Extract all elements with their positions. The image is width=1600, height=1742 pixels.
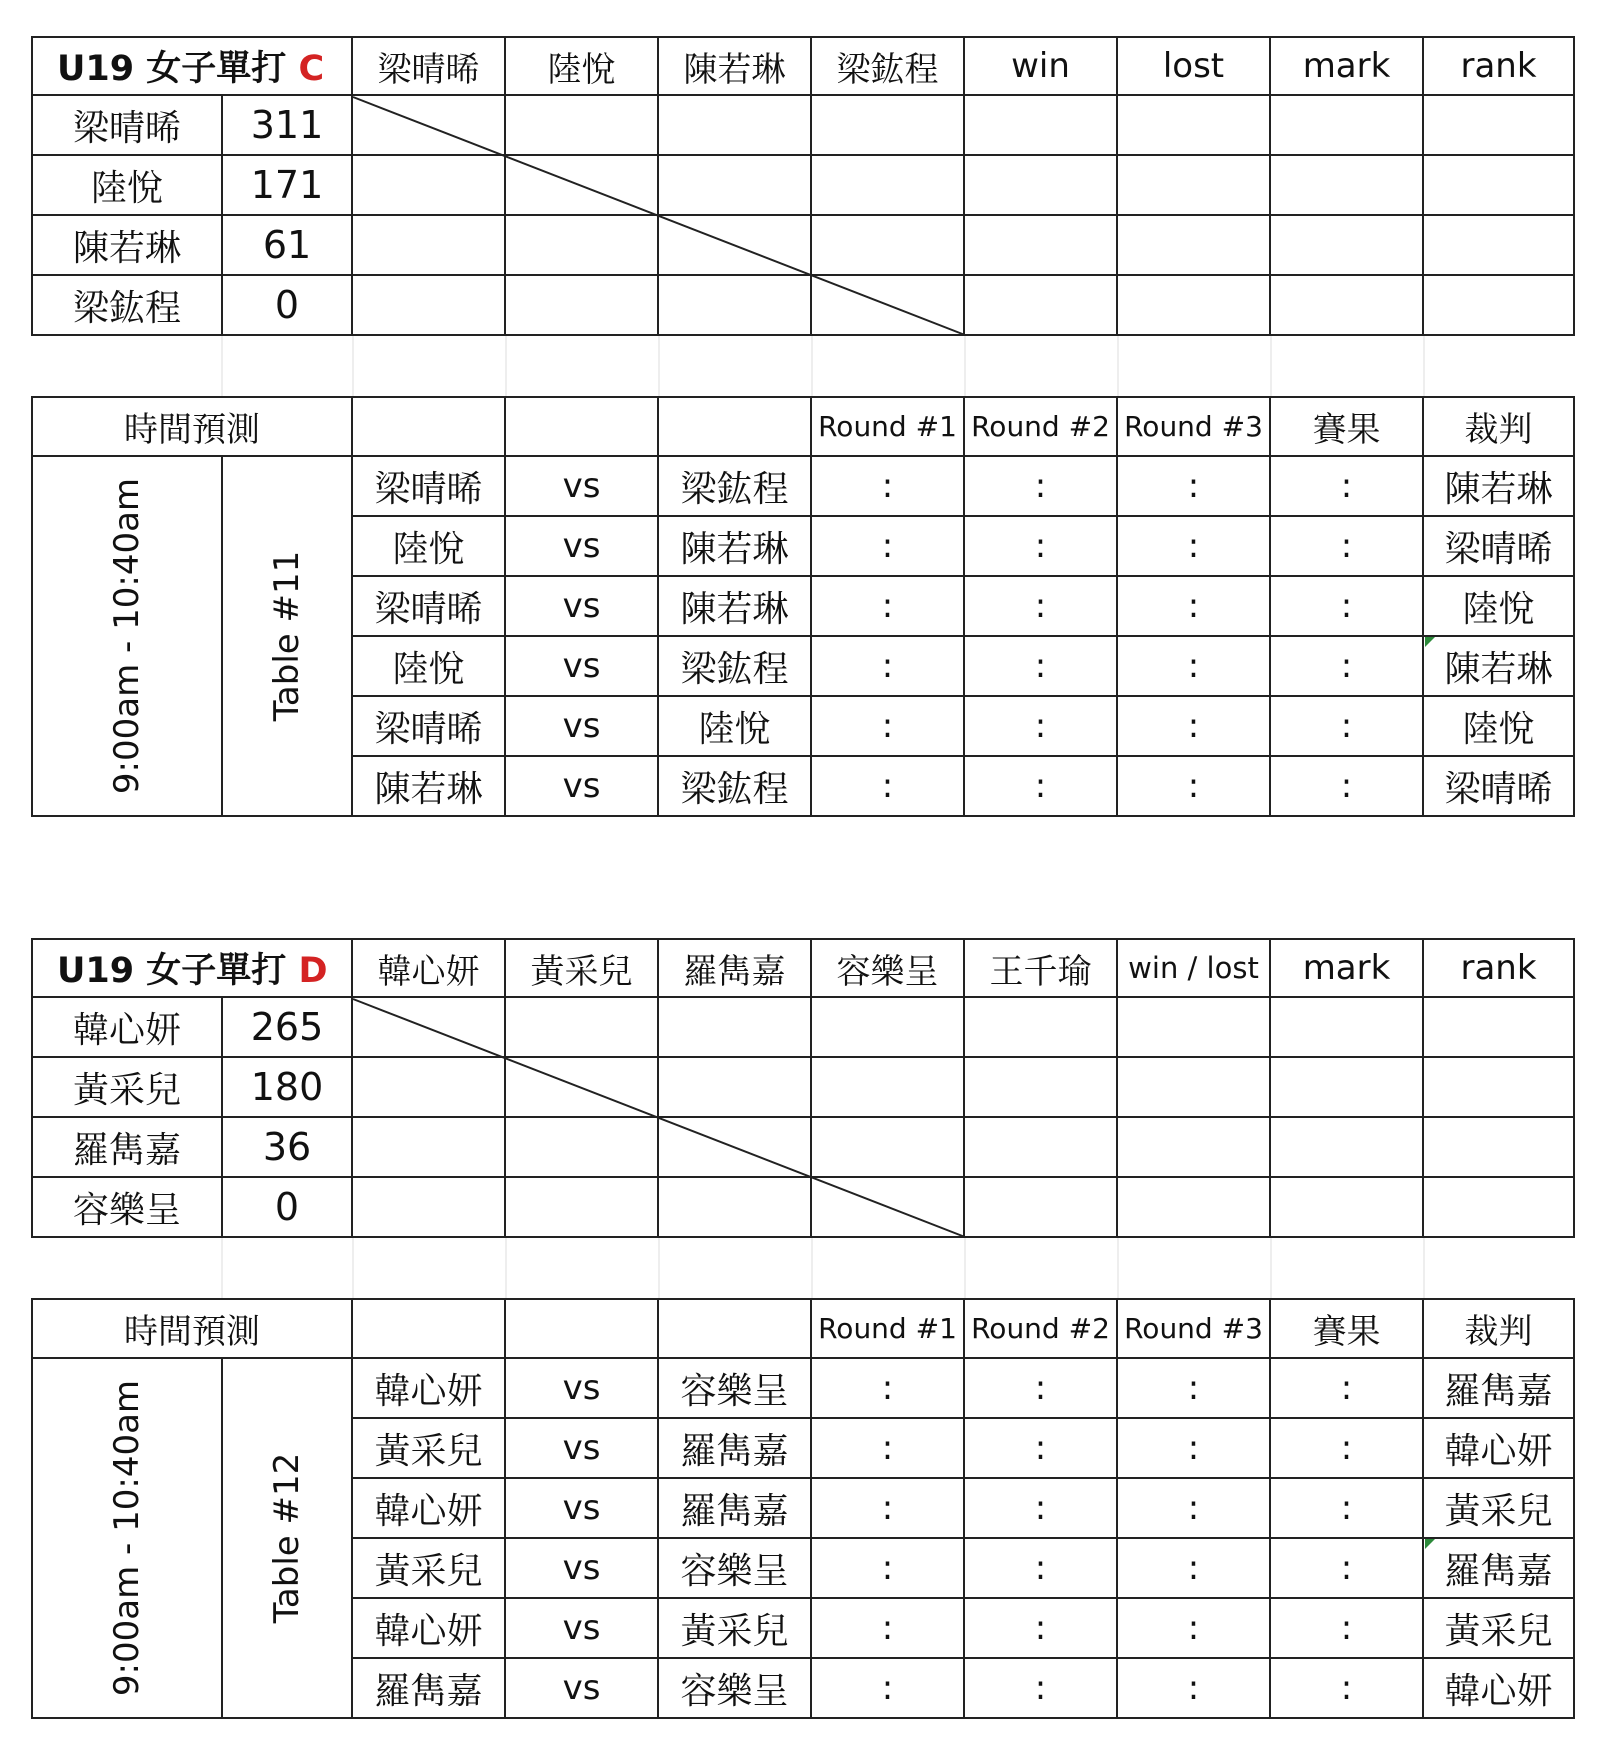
group-c-standings-table — [31, 36, 1575, 336]
group-c-mark-header: mark — [1270, 37, 1423, 95]
vs-label: vs — [505, 1358, 658, 1418]
win-lost-cell[interactable] — [1117, 997, 1270, 1057]
result-header: 賽果 — [1270, 397, 1423, 456]
round-3-header: Round #3 — [1117, 1299, 1270, 1358]
match-player-1: 韓心妍 — [352, 1598, 505, 1658]
spreadsheet-gridlines — [0, 336, 1600, 396]
time-slot-cell — [32, 456, 222, 816]
player-name: 梁鈜程 — [32, 275, 222, 335]
result-cell[interactable] — [505, 997, 658, 1057]
match-player-2: 羅雋嘉 — [658, 1418, 811, 1478]
result-cell[interactable] — [658, 1177, 811, 1237]
result-cell[interactable] — [352, 275, 505, 335]
mark-cell[interactable] — [1270, 95, 1423, 155]
round-2-header: Round #2 — [964, 1299, 1117, 1358]
match-player-2: 陸悅 — [658, 696, 811, 756]
vs-label: vs — [505, 1418, 658, 1478]
match-player-1: 韓心妍 — [352, 1358, 505, 1418]
round-2-score[interactable]: : — [964, 516, 1117, 576]
table-number-cell — [222, 1358, 352, 1718]
round-2-score[interactable]: : — [964, 1358, 1117, 1418]
mark-cell[interactable] — [1270, 215, 1423, 275]
mark-cell[interactable] — [1270, 275, 1423, 335]
round-2-score[interactable]: : — [964, 576, 1117, 636]
round-2-score[interactable]: : — [964, 696, 1117, 756]
win-cell[interactable] — [964, 95, 1117, 155]
match-player-1: 黃采兒 — [352, 1418, 505, 1478]
match-player-1: 陸悅 — [352, 516, 505, 576]
group-d-col-header: 黃采兒 — [505, 939, 658, 997]
round-1-score[interactable]: : — [811, 456, 964, 516]
result-cell[interactable] — [658, 215, 811, 275]
lost-cell[interactable] — [1117, 155, 1270, 215]
player-name: 黃采兒 — [32, 1057, 222, 1117]
vs-label: vs — [505, 1478, 658, 1538]
mark-cell[interactable] — [1270, 997, 1423, 1057]
round-1-score[interactable]: : — [811, 636, 964, 696]
round-3-header: Round #3 — [1117, 397, 1270, 456]
result-cell[interactable] — [505, 275, 658, 335]
player-name: 陸悅 — [32, 155, 222, 215]
rank-cell[interactable] — [1423, 95, 1574, 155]
umpire-header: 裁判 — [1423, 397, 1574, 456]
win-cell[interactable] — [964, 215, 1117, 275]
win-lost-cell[interactable] — [1117, 1177, 1270, 1237]
player-seed: 265 — [222, 997, 352, 1057]
round-1-score[interactable]: : — [811, 1478, 964, 1538]
result-cell[interactable] — [658, 95, 811, 155]
match-umpire: 黃采兒 — [1423, 1598, 1574, 1658]
table-number-label: Table #12 — [267, 1452, 307, 1624]
mark-cell[interactable] — [1270, 1057, 1423, 1117]
player-seed: 180 — [222, 1057, 352, 1117]
round-3-score[interactable]: : — [1117, 1358, 1270, 1418]
match-result[interactable]: : — [1270, 1418, 1423, 1478]
round-2-score[interactable]: : — [964, 1478, 1117, 1538]
vs-label: vs — [505, 1598, 658, 1658]
match-umpire: 韓心妍 — [1423, 1418, 1574, 1478]
result-cell[interactable] — [811, 1057, 964, 1117]
group-d-win-lost-header: win / lost — [1117, 939, 1270, 997]
round-2-score[interactable]: : — [964, 756, 1117, 816]
result-cell[interactable] — [658, 155, 811, 215]
round-2-score[interactable]: : — [964, 1538, 1117, 1598]
result-cell[interactable] — [658, 1117, 811, 1177]
match-umpire: 羅雋嘉 — [1423, 1538, 1574, 1598]
table-row — [32, 1177, 1574, 1237]
win-lost-cell[interactable] — [1117, 1117, 1270, 1177]
rank-cell[interactable] — [1423, 215, 1574, 275]
round-2-score[interactable]: : — [964, 1658, 1117, 1718]
result-cell[interactable] — [352, 1117, 505, 1177]
match-player-2: 陳若琳 — [658, 516, 811, 576]
match-umpire: 陳若琳 — [1423, 636, 1574, 696]
match-umpire: 梁晴晞 — [1423, 756, 1574, 816]
vs-label: vs — [505, 696, 658, 756]
group-c-col-header: 梁晴晞 — [352, 37, 505, 95]
rank-cell[interactable] — [1423, 1117, 1574, 1177]
group-d-rank-header: rank — [1423, 939, 1574, 997]
round-3-score[interactable]: : — [1117, 576, 1270, 636]
group-d-letter: D — [298, 951, 328, 991]
player-seed: 36 — [222, 1117, 352, 1177]
group-d-mark-header: mark — [1270, 939, 1423, 997]
group-c-letter: C — [298, 49, 325, 89]
result-cell[interactable] — [505, 1177, 658, 1237]
result-cell[interactable] — [658, 997, 811, 1057]
match-player-1: 梁晴晞 — [352, 576, 505, 636]
round-3-score[interactable]: : — [1117, 1538, 1270, 1598]
match-umpire: 陳若琳 — [1423, 456, 1574, 516]
result-cell[interactable] — [658, 1057, 811, 1117]
empty-header-cell — [505, 1299, 658, 1358]
player-name: 梁晴晞 — [32, 95, 222, 155]
match-player-2: 梁鈜程 — [658, 456, 811, 516]
group-c-col-header: 梁鈜程 — [811, 37, 964, 95]
result-cell[interactable] — [505, 155, 658, 215]
group-c-schedule-table — [31, 396, 1575, 817]
table-row — [32, 1057, 1574, 1117]
match-player-1: 陸悅 — [352, 636, 505, 696]
player-seed: 171 — [222, 155, 352, 215]
group-c-win-header: win — [964, 37, 1117, 95]
match-umpire: 陸悅 — [1423, 576, 1574, 636]
round-3-score[interactable]: : — [1117, 636, 1270, 696]
round-2-header: Round #2 — [964, 397, 1117, 456]
lost-cell[interactable] — [1117, 275, 1270, 335]
table-row — [32, 997, 1574, 1057]
group-c-col-header: 陳若琳 — [658, 37, 811, 95]
match-player-2: 梁鈜程 — [658, 636, 811, 696]
player-seed: 0 — [222, 1177, 352, 1237]
match-umpire: 黃采兒 — [1423, 1478, 1574, 1538]
player-seed: 311 — [222, 95, 352, 155]
table-row — [32, 215, 1574, 275]
round-1-score[interactable]: : — [811, 756, 964, 816]
empty-header-cell — [352, 397, 505, 456]
result-cell[interactable] — [352, 215, 505, 275]
round-3-score[interactable]: : — [1117, 696, 1270, 756]
round-3-score[interactable]: : — [1117, 1418, 1270, 1478]
match-result[interactable]: : — [1270, 696, 1423, 756]
player-seed: 0 — [222, 275, 352, 335]
mark-cell[interactable] — [1270, 155, 1423, 215]
match-result[interactable]: : — [1270, 756, 1423, 816]
match-umpire: 羅雋嘉 — [1423, 1358, 1574, 1418]
match-result[interactable]: : — [1270, 516, 1423, 576]
result-cell[interactable] — [352, 155, 505, 215]
table-number-label: Table #11 — [267, 550, 307, 722]
result-cell[interactable] — [811, 1177, 964, 1237]
vs-label: vs — [505, 756, 658, 816]
result-cell[interactable] — [811, 275, 964, 335]
match-result[interactable]: : — [1270, 576, 1423, 636]
win-cell[interactable] — [964, 155, 1117, 215]
result-cell[interactable] — [811, 1117, 964, 1177]
rank-cell[interactable] — [1423, 1177, 1574, 1237]
group-c-title-prefix: U19 女子單打 — [57, 49, 287, 89]
result-cell[interactable] — [811, 215, 964, 275]
spreadsheet-gridlines — [0, 1238, 1600, 1298]
result-cell[interactable] — [352, 95, 505, 155]
empty-header-cell — [352, 1299, 505, 1358]
lost-cell[interactable] — [1117, 215, 1270, 275]
match-result[interactable]: : — [1270, 1358, 1423, 1418]
result-cell[interactable] — [811, 997, 964, 1057]
match-player-1: 黃采兒 — [352, 1538, 505, 1598]
result-cell[interactable] — [964, 1117, 1117, 1177]
round-3-score[interactable]: : — [1117, 456, 1270, 516]
group-c-col-header: 陸悅 — [505, 37, 658, 95]
group-d-title-prefix: U19 女子單打 — [57, 951, 287, 991]
result-cell[interactable] — [352, 1057, 505, 1117]
round-2-score[interactable]: : — [964, 636, 1117, 696]
player-name: 陳若琳 — [32, 215, 222, 275]
table-row — [32, 155, 1574, 215]
result-cell[interactable] — [505, 1117, 658, 1177]
round-3-score[interactable]: : — [1117, 1478, 1270, 1538]
round-2-score[interactable]: : — [964, 1598, 1117, 1658]
round-1-score[interactable]: : — [811, 1598, 964, 1658]
round-1-score[interactable]: : — [811, 1358, 964, 1418]
result-cell[interactable] — [352, 997, 505, 1057]
rank-cell[interactable] — [1423, 155, 1574, 215]
result-cell[interactable] — [811, 155, 964, 215]
round-1-score[interactable]: : — [811, 1658, 964, 1718]
win-cell[interactable] — [964, 275, 1117, 335]
result-cell[interactable] — [658, 275, 811, 335]
round-3-score[interactable]: : — [1117, 1658, 1270, 1718]
player-name: 羅雋嘉 — [32, 1117, 222, 1177]
match-umpire: 陸悅 — [1423, 696, 1574, 756]
vs-label: vs — [505, 1538, 658, 1598]
empty-header-cell — [658, 1299, 811, 1358]
player-seed: 61 — [222, 215, 352, 275]
match-player-2: 陳若琳 — [658, 576, 811, 636]
player-name: 韓心妍 — [32, 997, 222, 1057]
table-row — [32, 1117, 1574, 1177]
group-d-title — [32, 939, 352, 997]
empty-header-cell — [658, 397, 811, 456]
rank-cell[interactable] — [1423, 997, 1574, 1057]
vs-label: vs — [505, 456, 658, 516]
time-estimate-header: 時間預測 — [32, 1299, 352, 1358]
match-result[interactable]: : — [1270, 456, 1423, 516]
match-player-1: 梁晴晞 — [352, 696, 505, 756]
vs-label: vs — [505, 636, 658, 696]
round-1-header: Round #1 — [811, 397, 964, 456]
group-c-lost-header: lost — [1117, 37, 1270, 95]
rank-cell[interactable] — [1423, 275, 1574, 335]
match-row — [32, 456, 1574, 516]
vs-label: vs — [505, 576, 658, 636]
group-d-col-header: 羅雋嘉 — [658, 939, 811, 997]
mark-cell[interactable] — [1270, 1177, 1423, 1237]
vs-label: vs — [505, 1658, 658, 1718]
group-c-title — [32, 37, 352, 95]
match-player-2: 容樂呈 — [658, 1658, 811, 1718]
time-slot-cell — [32, 1358, 222, 1718]
rank-cell[interactable] — [1423, 1057, 1574, 1117]
result-cell[interactable] — [964, 997, 1117, 1057]
match-player-1: 羅雋嘉 — [352, 1658, 505, 1718]
group-d-col-header: 韓心妍 — [352, 939, 505, 997]
match-result[interactable]: : — [1270, 1658, 1423, 1718]
result-cell[interactable] — [811, 95, 964, 155]
match-result[interactable]: : — [1270, 1598, 1423, 1658]
empty-header-cell — [505, 397, 658, 456]
round-1-header: Round #1 — [811, 1299, 964, 1358]
time-slot-label: 9:00am - 10:40am — [107, 1379, 147, 1697]
round-1-score[interactable]: : — [811, 516, 964, 576]
round-2-score[interactable]: : — [964, 456, 1117, 516]
result-cell[interactable] — [505, 1057, 658, 1117]
vs-label: vs — [505, 516, 658, 576]
match-player-2: 羅雋嘉 — [658, 1478, 811, 1538]
comment-marker-icon — [1425, 1539, 1435, 1549]
match-row — [32, 1358, 1574, 1418]
round-1-score[interactable]: : — [811, 1418, 964, 1478]
round-3-score[interactable]: : — [1117, 1598, 1270, 1658]
match-player-1: 梁晴晞 — [352, 456, 505, 516]
result-cell[interactable] — [964, 1177, 1117, 1237]
match-result[interactable]: : — [1270, 1538, 1423, 1598]
win-lost-cell[interactable] — [1117, 1057, 1270, 1117]
group-d-col-header: 容樂呈 — [811, 939, 964, 997]
round-1-score[interactable]: : — [811, 696, 964, 756]
match-player-1: 陳若琳 — [352, 756, 505, 816]
group-d-standings-table — [31, 938, 1575, 1238]
round-2-score[interactable]: : — [964, 1418, 1117, 1478]
round-3-score[interactable]: : — [1117, 756, 1270, 816]
result-cell[interactable] — [505, 95, 658, 155]
match-player-2: 梁鈜程 — [658, 756, 811, 816]
round-3-score[interactable]: : — [1117, 516, 1270, 576]
group-d-col-header: 王千瑜 — [964, 939, 1117, 997]
table-number-cell — [222, 456, 352, 816]
umpire-header: 裁判 — [1423, 1299, 1574, 1358]
result-cell[interactable] — [505, 215, 658, 275]
lost-cell[interactable] — [1117, 95, 1270, 155]
group-d-schedule-table — [31, 1298, 1575, 1719]
time-slot-label: 9:00am - 10:40am — [107, 477, 147, 795]
match-umpire: 梁晴晞 — [1423, 516, 1574, 576]
result-cell[interactable] — [964, 1057, 1117, 1117]
player-name: 容樂呈 — [32, 1177, 222, 1237]
table-row — [32, 275, 1574, 335]
match-player-2: 容樂呈 — [658, 1538, 811, 1598]
match-result[interactable]: : — [1270, 1478, 1423, 1538]
match-player-2: 黃采兒 — [658, 1598, 811, 1658]
match-player-1: 韓心妍 — [352, 1478, 505, 1538]
match-result[interactable]: : — [1270, 636, 1423, 696]
result-cell[interactable] — [352, 1177, 505, 1237]
mark-cell[interactable] — [1270, 1117, 1423, 1177]
comment-marker-icon — [1425, 637, 1435, 647]
result-header: 賽果 — [1270, 1299, 1423, 1358]
group-c-rank-header: rank — [1423, 37, 1574, 95]
match-umpire: 韓心妍 — [1423, 1658, 1574, 1718]
round-1-score[interactable]: : — [811, 576, 964, 636]
table-row — [32, 95, 1574, 155]
round-1-score[interactable]: : — [811, 1538, 964, 1598]
match-player-2: 容樂呈 — [658, 1358, 811, 1418]
time-estimate-header: 時間預測 — [32, 397, 352, 456]
